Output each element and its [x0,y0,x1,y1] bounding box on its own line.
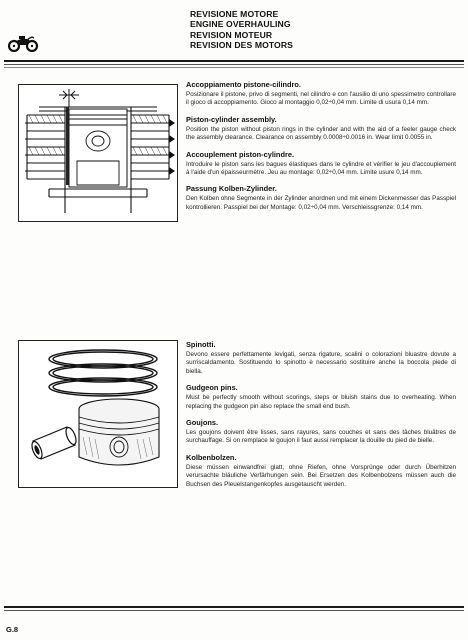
footer-rule-thin [4,610,464,611]
title-german: REVISION DES MOTORS [190,40,293,51]
piston-cylinder-drawing [19,85,177,221]
section-body-de: Den Kolben ohne Segmente in der Zylinder anordnen und mit einem Dickenmesser das Passpiel kontrollieren. Passpiel bei der Montage: 0,02÷0,04 mm. Verschleissgrenze: 0,14 mm. [186,195,456,211]
section-title-de: Passung Kolben-Zylinder. [186,184,277,194]
section-title-en: Piston-cylinder assembly. [186,114,277,124]
pin-body-fr: Les goujons doivent être lisses, sans rayures, sans couches et sans des tâches bluâtres de surchauffage. Si on remplace le goujon il faut aussi remplacer la douille du pied de bielle. [186,429,456,445]
pin-body-en: Must be perfectly smooth without scorings, steps or bluish stains due to overheating. When replacing the gudgeon pin also replace the small end bush. [186,394,456,410]
piston-cylinder-figure [18,84,178,222]
footer-rule [4,606,464,608]
pin-title-it: Spinotti. [186,340,216,349]
page-number: G.8 [6,625,19,634]
pin-body-de: Diese müssen einwandfrei glatt, ohne Riefen, ohne Vorsprünge oder durch Überhitzen verursachte bläuliche Verfärhungen sein. Bei Ersetzen des Kolbenbolzens müssen auch die Buchsen des Pleuelstangenkopfes ausgetauscht werden. [186,463,456,488]
pin-body-it: Devono essere perfettamente levigati, senza rigature, scalini o colorazioni bluastre dovute a surriscaldamento. Sostituendo lo spinotto è necessario sostituire anche la boccola piede di biella. [186,351,456,375]
gudgeon-pins-text [186,340,456,496]
pin-title-en: Gudgeon pins. [186,383,238,393]
title-french: REVISION MOTEUR [190,29,273,40]
header-rule-thin [4,64,464,65]
header-rule [4,60,464,62]
pin-title-fr: Goujons. [186,418,219,428]
pin-title-de: Kolbenbolzen. [186,452,237,462]
title-italian: REVISIONE MOTORE [190,9,279,19]
motorcycle-icon [8,34,38,52]
section-body-fr: Introduire le piston sans les bagues élastiques dans le cylindre et vérifier le jeu d'accouplement à l'aide d'un épaisseurmètre. Jeu au montage: 0,02÷0,04 mm. Limite usure 0,14 mm. [186,160,456,177]
section-body-it: Posizionare il pistone, privo di segmenti, nel cilindro e con l'ausilio di uno spessimetro controllare il gioco di accoppiamento. Gioco al montaggio 0,02÷0,04 mm. Limite di usura 0,14 mm. [186,91,456,107]
header-titles [190,9,390,51]
title-english: ENGINE OVERHAULING [190,19,291,30]
gudgeon-pin-figure [18,340,178,488]
piston-cylinder-assembly-text [186,80,456,219]
section-body-en: Position the piston without piston rings in the cylinder and with the aid of a feeler gauge check the assembly clearance. Clearance on assembly 0.0008÷0.0016 in. Wear limit 0.0055 in. [186,125,456,142]
piston-rings-pin-drawing [19,341,177,487]
header-rule-faint [4,67,464,68]
section-title-fr: Accouplement piston-cylindre. [186,149,295,159]
section-title-it: Accoppiamento pistone-cilindro. [186,80,301,89]
